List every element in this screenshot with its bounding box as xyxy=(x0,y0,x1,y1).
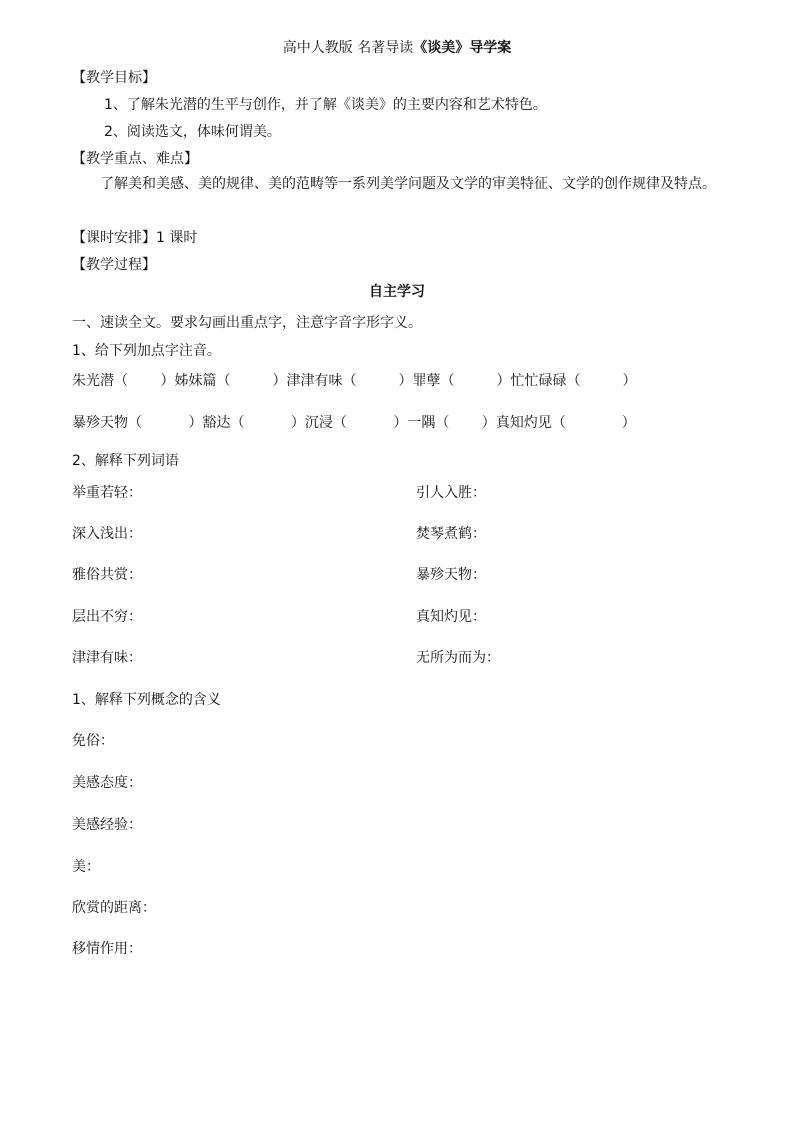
title-prefix: 高中人教版 名著导读 xyxy=(282,40,414,56)
concept-5: 欣赏的距离： xyxy=(72,900,156,916)
pinyin-row-2: 暴殄天物（ ）豁达（ ）沉浸（ ）一隅（ ）真知灼见（ ） xyxy=(72,415,636,431)
schedule-text: 【课时安排】1 课时 xyxy=(72,230,198,246)
pinyin-row-1: 朱光潜（ ）姊妹篇（ ）津津有味（ ）罪孽（ ）忙忙碌碌（ ） xyxy=(72,373,637,389)
objective-item-1: 1、了解朱光潜的生平与创作，并了解《谈美》的主要内容和艺术特色。 xyxy=(104,97,547,113)
self-study-heading: 自主学习 xyxy=(369,284,425,300)
term-left-4: 层出不穷： xyxy=(72,609,142,625)
focus-text: 了解美和美感、美的规律、美的范畴等一系列美学问题及文学的审美特征、文学的创作规律及特点。 xyxy=(100,176,716,192)
title-book: 《谈美》导学案 xyxy=(413,40,512,56)
objective-item-2: 2、阅读选文，体味何谓美。 xyxy=(104,124,281,140)
question-3: 1、解释下列概念的含义 xyxy=(72,692,221,708)
term-left-3: 雅俗共赏： xyxy=(72,567,142,583)
part1-instruction: 一、速读全文。要求勾画出重点字，注意字音字形字义。 xyxy=(72,315,422,331)
concept-2: 美感态度： xyxy=(72,775,142,791)
term-left-5: 津津有味： xyxy=(72,650,142,666)
concept-4: 美： xyxy=(72,859,100,875)
term-right-4: 真知灼见： xyxy=(416,609,486,625)
term-left-1: 举重若轻： xyxy=(72,485,142,501)
question-1: 1、给下列加点字注音。 xyxy=(72,343,221,359)
term-right-3: 暴殄天物： xyxy=(416,567,486,583)
term-right-2: 焚琴煮鹤： xyxy=(416,526,486,542)
concept-1: 免俗： xyxy=(72,733,114,749)
concept-3: 美感经验： xyxy=(72,817,142,833)
process-heading: 【教学过程】 xyxy=(72,257,156,273)
concept-6: 移情作用： xyxy=(72,941,142,957)
objectives-heading: 【教学目标】 xyxy=(72,70,156,86)
focus-heading: 【教学重点、难点】 xyxy=(72,151,198,167)
term-right-1: 引人入胜： xyxy=(416,485,486,501)
document-title xyxy=(0,38,794,58)
term-left-2: 深入浅出： xyxy=(72,526,142,542)
question-2: 2、解释下列词语 xyxy=(72,453,179,469)
term-right-5: 无所为而为： xyxy=(416,650,500,666)
